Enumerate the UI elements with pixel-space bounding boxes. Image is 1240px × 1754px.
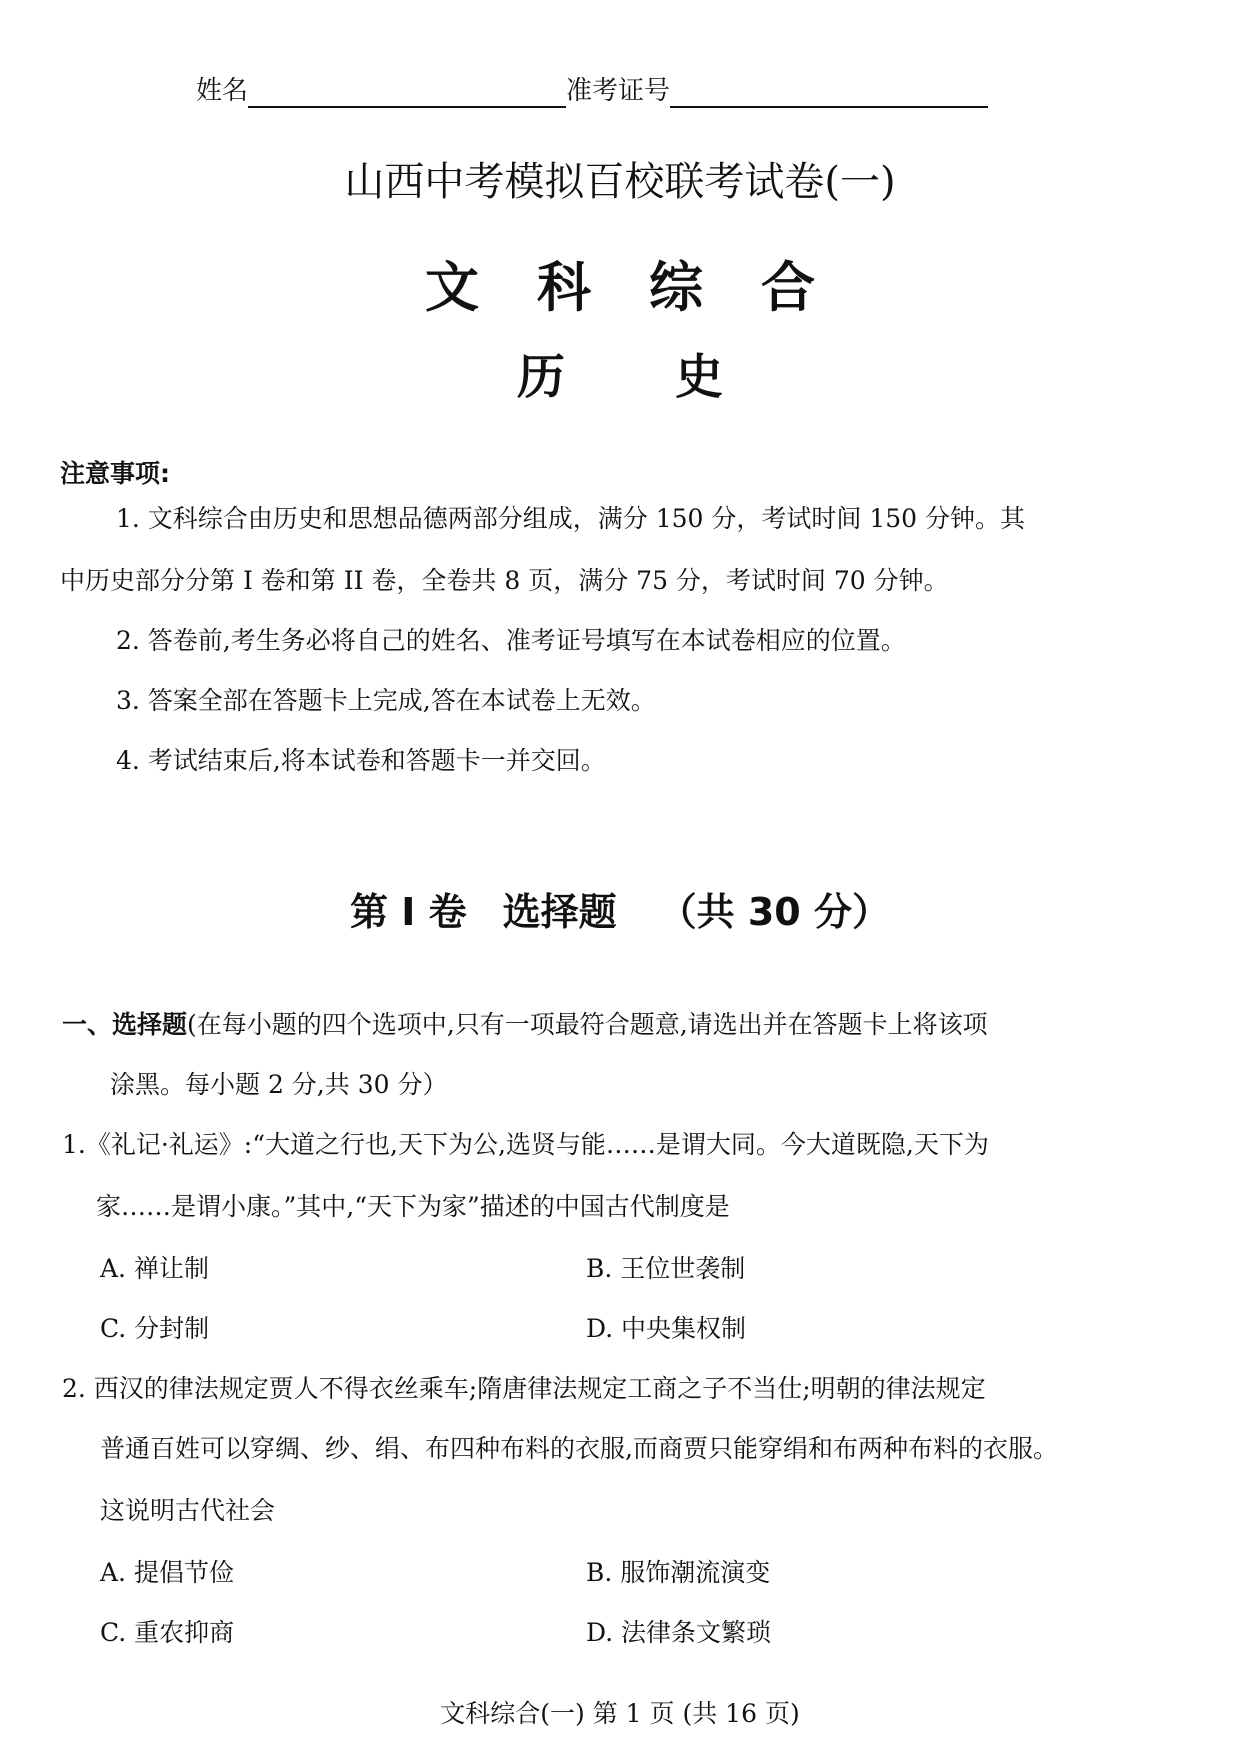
notice-item-2: 2. 答卷前,考生务必将自己的姓名、准考证号填写在本试卷相应的位置。 <box>116 626 906 655</box>
question-2-option-a: A. 提倡节俭 <box>100 1558 234 1587</box>
section-score: （共 30 分） <box>658 890 890 934</box>
notice-item-3: 3. 答案全部在答题卡上完成,答在本试卷上无效。 <box>116 686 656 715</box>
notice-item-1-line-1: 1. 文科综合由历史和思想品德两部分组成，满分 150 分，考试时间 150 分钟。其 <box>116 504 1026 533</box>
subject-title: 文科综合 <box>425 256 873 319</box>
question-2-line-3: 这说明古代社会 <box>100 1496 276 1525</box>
name-label: 姓名 <box>196 76 249 106</box>
instructions-line-1 <box>62 1008 988 1042</box>
question-2-line-1: 2. 西汉的律法规定贾人不得衣丝乘车;隋唐律法规定工商之子不当仕;明朝的律法规定 <box>62 1374 986 1403</box>
instructions-lead: 一、选择题 <box>62 1010 188 1039</box>
notice-title: 注意事项: <box>60 459 170 488</box>
section-part: 第 I 卷 <box>350 890 467 934</box>
page-footer: 文科综合(一) 第 1 页 (共 16 页) <box>440 1699 800 1728</box>
exam-title: 山西中考模拟百校联考试卷(一) <box>344 159 896 205</box>
question-1-option-d: D. 中央集权制 <box>586 1314 747 1343</box>
question-1-line-2: 家……是谓小康。”其中,“天下为家”描述的中国古代制度是 <box>96 1192 730 1221</box>
notice-item-1-line-2: 中历史部分分第 I 卷和第 II 卷，全卷共 8 页，满分 75 分，考试时间 70 分钟。 <box>60 566 949 595</box>
question-2-option-c: C. 重农抑商 <box>100 1618 235 1647</box>
admission-number-label: 准考证号 <box>566 76 671 106</box>
instructions-line-2: 涂黑。每小题 2 分,共 30 分） <box>110 1070 448 1099</box>
notice-item-4: 4. 考试结束后,将本试卷和答题卡一并交回。 <box>116 746 606 775</box>
question-1-line-1: 1.《礼记·礼运》:“大道之行也,天下为公,选贤与能……是谓大同。今大道既隐,天下为 <box>62 1130 989 1159</box>
section-title <box>0 888 1240 936</box>
subsubject-title: 历史 <box>516 349 833 405</box>
question-2-option-b: B. 服饰潮流演变 <box>586 1558 771 1587</box>
question-2-line-2: 普通百姓可以穿绸、纱、绢、布四种布料的衣服,而商贾只能穿绢和布两种布料的衣服。 <box>100 1434 1058 1463</box>
question-1-option-b: B. 王位世袭制 <box>586 1254 746 1283</box>
name-blank-line[interactable] <box>248 80 566 108</box>
admission-number-blank-line[interactable] <box>670 80 988 108</box>
question-2-option-d: D. 法律条文繁琐 <box>586 1618 772 1647</box>
section-name: 选择题 <box>502 890 617 934</box>
instructions-line-1-text: (在每小题的四个选项中,只有一项最符合题意,请选出并在答题卡上将该项 <box>187 1010 988 1039</box>
question-1-option-c: C. 分封制 <box>100 1314 210 1343</box>
question-1-option-a: A. 禅让制 <box>100 1254 209 1283</box>
candidate-info-line <box>196 74 988 108</box>
